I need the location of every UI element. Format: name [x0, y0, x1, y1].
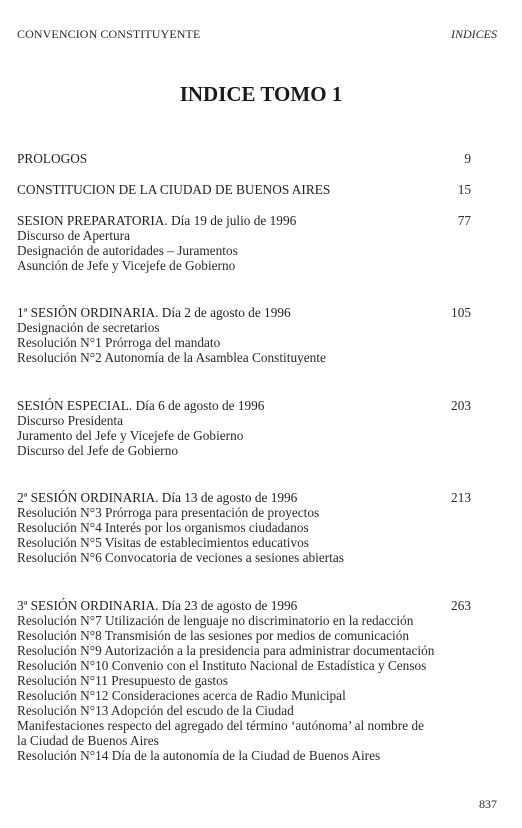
toc-entry-heading: CONSTITUCION DE LA CIUDAD DE BUENOS AIRES	[17, 182, 331, 197]
toc-subentry: la Ciudad de Buenos Aires	[17, 733, 159, 748]
toc-subentry: Resolución N°5 Visitas de establecimientos educativos	[17, 535, 309, 550]
toc-page-number: 15	[457, 182, 471, 197]
toc-subentry: Discurso de Apertura	[17, 228, 130, 243]
page-title: INDICE TOMO 1	[179, 82, 343, 106]
toc-subentry: Discurso Presidenta	[17, 413, 123, 428]
section-label: INDICES	[451, 27, 497, 41]
toc-page-number: 263	[451, 598, 471, 613]
toc-subentry: Resolución N°14 Día de la autonomía de la Ciudad de Buenos Aires	[17, 748, 381, 763]
toc-page-number: 105	[451, 305, 471, 320]
toc-subentry: Resolución N°1 Prórroga del mandato	[17, 335, 221, 350]
toc-subentry: Manifestaciones respecto del agregado del término ‘autónoma’ al nombre de	[17, 718, 424, 733]
toc-subentry: Resolución N°12 Consideraciones acerca de Radio Municipal	[17, 688, 346, 703]
toc-subentry: Resolución N°10 Convenio con el Instituto Nacional de Estadística y Censos	[17, 658, 427, 673]
toc-subentry: Resolución N°7 Utilización de lenguaje no discriminatorio en la redacción	[17, 613, 414, 628]
toc-subentry: Resolución N°2 Autonomía de la Asamblea Constituyente	[17, 350, 326, 365]
toc-entry-heading: PROLOGOS	[17, 151, 88, 166]
running-head: CONVENCION CONSTITUYENTE	[17, 27, 201, 41]
toc-page-number: 9	[464, 151, 471, 166]
toc-page-number: 203	[451, 398, 471, 413]
toc-subentry: Designación de secretarios	[17, 320, 160, 335]
toc-entry-heading: SESIÓN ESPECIAL. Día 6 de agosto de 1996	[17, 398, 265, 413]
toc-page-number: 77	[457, 213, 471, 228]
toc-subentry: Resolución N°6 Convocatoria de veciones a sesiones abiertas	[17, 550, 344, 565]
toc-entry-heading: 2ª SESIÓN ORDINARIA. Día 13 de agosto de 1996	[17, 490, 298, 505]
toc-entry-heading: SESION PREPARATORIA. Día 19 de julio de 1996	[17, 213, 297, 228]
toc-subentry: Juramento del Jefe y Vicejefe de Gobierno	[17, 428, 244, 443]
toc-subentry: Resolución N°8 Transmisión de las sesiones por medios de comunicación	[17, 628, 409, 643]
toc-subentry: Resolución N°9 Autorización a la presidencia para administrar documentación	[17, 643, 435, 658]
toc-page-number: 213	[451, 490, 471, 505]
toc-subentry: Resolución N°3 Prórroga para presentación de proyectos	[17, 505, 320, 520]
toc-subentry: Resolución N°13 Adopción del escudo de la Ciudad	[17, 703, 294, 718]
toc-subentry: Resolución N°4 Interés por los organismos ciudadanos	[17, 520, 309, 535]
toc-entry-heading: 3ª SESIÓN ORDINARIA. Día 23 de agosto de 1996	[17, 598, 298, 613]
toc-subentry: Designación de autoridades – Juramentos	[17, 243, 238, 258]
page-number: 837	[479, 797, 497, 811]
toc-subentry: Resolución N°11 Presupuesto de gastos	[17, 673, 228, 688]
toc-subentry: Asunción de Jefe y Vicejefe de Gobierno	[17, 258, 236, 273]
toc-entry-heading: 1ª SESIÓN ORDINARIA. Día 2 de agosto de 1996	[17, 305, 291, 320]
toc-subentry: Discurso del Jefe de Gobierno	[17, 443, 178, 458]
